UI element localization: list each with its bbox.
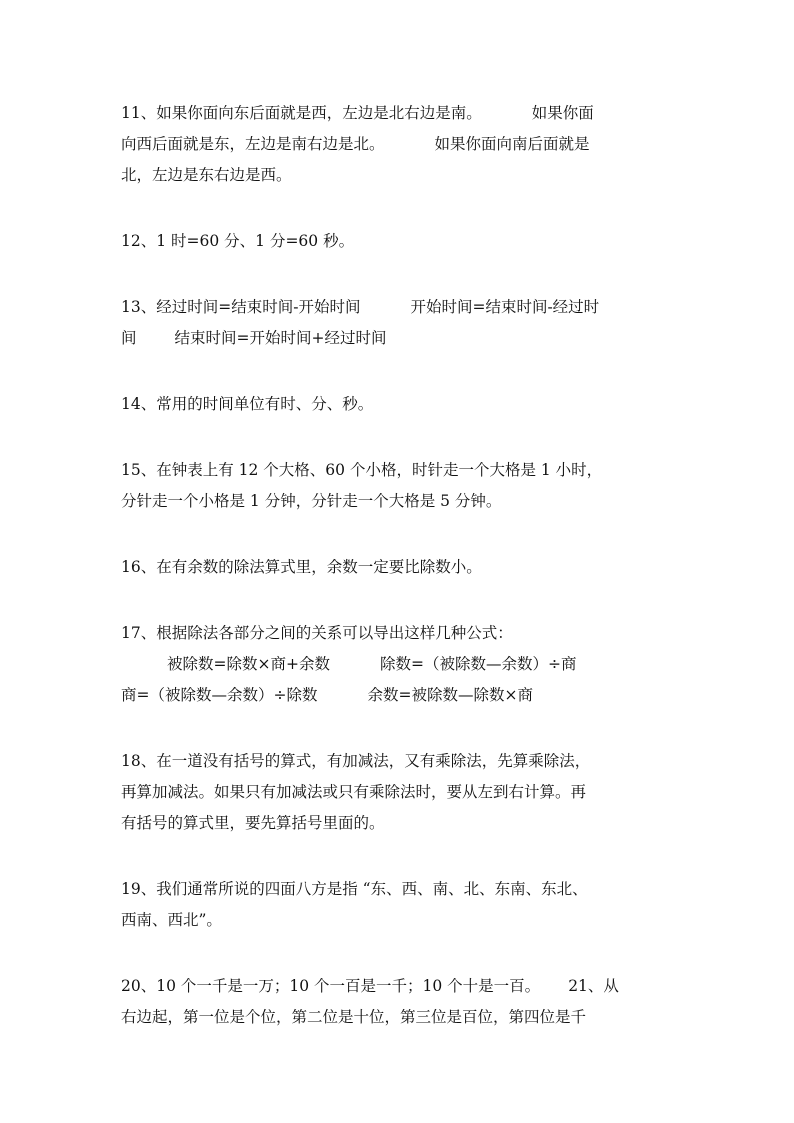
item-15-line-1: 15、在钟表上有 12 个大格、60 个小格，时针走一个大格是 1 小时，: [121, 461, 603, 479]
item-16-line-1: 16、在有余数的除法算式里，余数一定要比除数小。: [121, 558, 482, 576]
item-17: [121, 618, 681, 711]
item-16: [121, 552, 681, 583]
item-19-line-1: 19、我们通常所说的四面八方是指 “东、西、南、北、东南、东北、: [121, 880, 588, 898]
item-19: [121, 874, 681, 936]
item-19-line-2: 西南、西北”。: [121, 911, 222, 929]
item-18-line-2: 再算加减法。如果只有加减法或只有乘除法时，要从左到右计算。再: [121, 783, 587, 801]
item-18-line-1: 18、在一道没有括号的算式，有加减法，又有乘除法，先算乘除法，: [121, 752, 591, 770]
item-11-line-2: 向西后面就是东，左边是南右边是北。 如果你面向南后面就是: [121, 135, 590, 153]
item-11-line-1: 11、如果你面向东后面就是西，左边是北右边是南。 如果你面: [121, 104, 594, 122]
item-15-line-2: 分针走一个小格是 1 分钟，分针走一个大格是 5 分钟。: [121, 492, 502, 510]
item-13-line-1: 13、经过时间=结束时间-开始时间 开始时间=结束时间-经过时: [121, 298, 600, 316]
item-12-line-1: 12、1 时=60 分、1 分=60 秒。: [121, 232, 355, 250]
item-15: [121, 455, 681, 517]
item-20-line-1: 20、10 个一千是一万；10 个一百是一千；10 个十是一百。 21、从: [121, 977, 619, 995]
item-12: [121, 226, 681, 257]
document-body: [121, 98, 681, 1068]
item-17-line-3: 商=（被除数—余数）÷除数 余数=被除数—除数×商: [121, 686, 533, 704]
item-13-line-2: 间 结束时间=开始时间+经过时间: [121, 329, 387, 347]
item-18: [121, 746, 681, 839]
item-20-line-2: 右边起，第一位是个位，第二位是十位，第三位是百位，第四位是千: [121, 1008, 587, 1026]
item-11-line-3: 北，左边是东右边是西。: [121, 166, 292, 184]
item-17-line-1: 17、根据除法各部分之间的关系可以导出这样几种公式：: [121, 624, 513, 642]
item-14: [121, 389, 681, 420]
item-20: [121, 971, 681, 1033]
item-13: [121, 292, 681, 354]
item-17-line-2: 被除数=除数×商+余数 除数=（被除数—余数）÷商: [167, 655, 577, 673]
item-11: [121, 98, 681, 191]
item-14-line-1: 14、常用的时间单位有时、分、秒。: [121, 395, 374, 413]
item-18-line-3: 有括号的算式里，要先算括号里面的。: [121, 814, 385, 832]
